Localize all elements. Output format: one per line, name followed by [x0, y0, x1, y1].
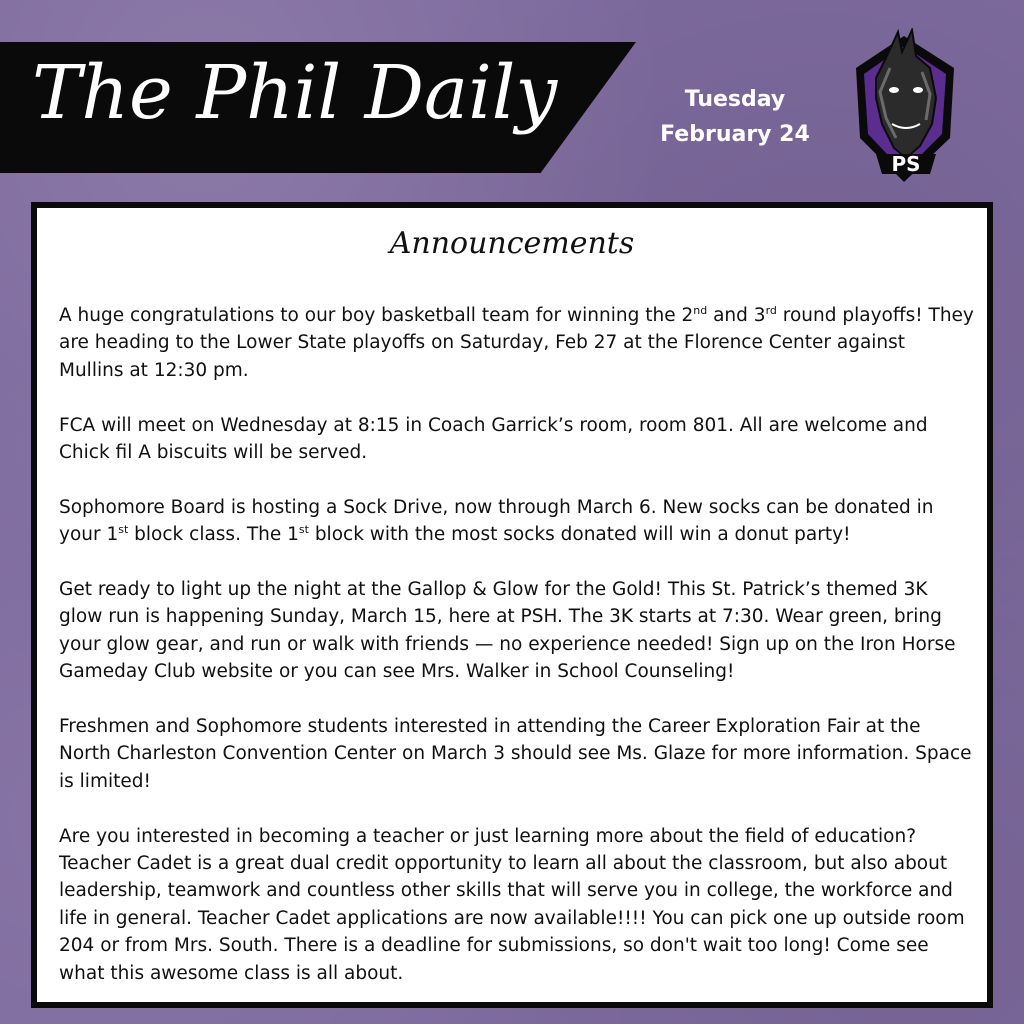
announcement-glow-run: Get ready to light up the night at the Gallop & Glow for the Gold! This St. Patrick’s themed 3K glow run is happening Sunday, March 15, here at PSH. The 3K starts at 7:30. Wear green, bring your glow gear, and run or walk with friends — no experience needed! Sign up on the Iron Horse Gameday Club website or you can see Mrs. Walker in School Counseling!	[59, 579, 956, 683]
date-label: February 24	[660, 122, 810, 147]
announcement-fca: FCA will meet on Wednesday at 8:15 in Coach Garrick’s room, room 801. All are welcome and Chick fil A biscuits will be served.	[59, 414, 928, 464]
announcement-sock-drive: Sophomore Board is hosting a Sock Drive, now through March 6. New socks can be donated in your 1st block class. The 1st block with the most socks donated will win a donut party!	[59, 496, 934, 546]
newsletter-title: The Phil Daily	[32, 50, 558, 136]
date-block	[640, 82, 830, 152]
announcements-body	[59, 302, 975, 1014]
logo-initials: PS	[891, 152, 921, 176]
announcements-heading: Announcements	[389, 226, 635, 261]
announcement-basketball: A huge congratulations to our boy basketball team for winning the 2nd and 3rd round playoffs! They are heading to the Lower State playoffs on Saturday, Feb 27 at the Florence Center against Mullins at 12:30 pm.	[59, 303, 974, 381]
horse-mascot-logo-icon	[846, 28, 962, 188]
announcement-teacher-cadet: Are you interested in becoming a teacher or just learning more about the field of education? Teacher Cadet is a great dual credit opportunity to learn all about the classroom, but also about leadership, teamwork and countless other skills that will serve you in college, the workforce and life in general. Teacher Cadet applications are now available!!!! You can pick one up outside room 204 or from Mrs. South. There is a deadline for submissions, so don't wait too long! Come see what this awesome class is all about.	[59, 825, 965, 984]
announcements-panel	[31, 202, 993, 1008]
day-label: Tuesday	[684, 87, 786, 112]
announcement-career-fair: Freshmen and Sophomore students interested in attending the Career Exploration Fair at the North Charleston Convention Center on March 3 should see Ms. Glaze for more information. Space is limited!	[59, 716, 972, 792]
